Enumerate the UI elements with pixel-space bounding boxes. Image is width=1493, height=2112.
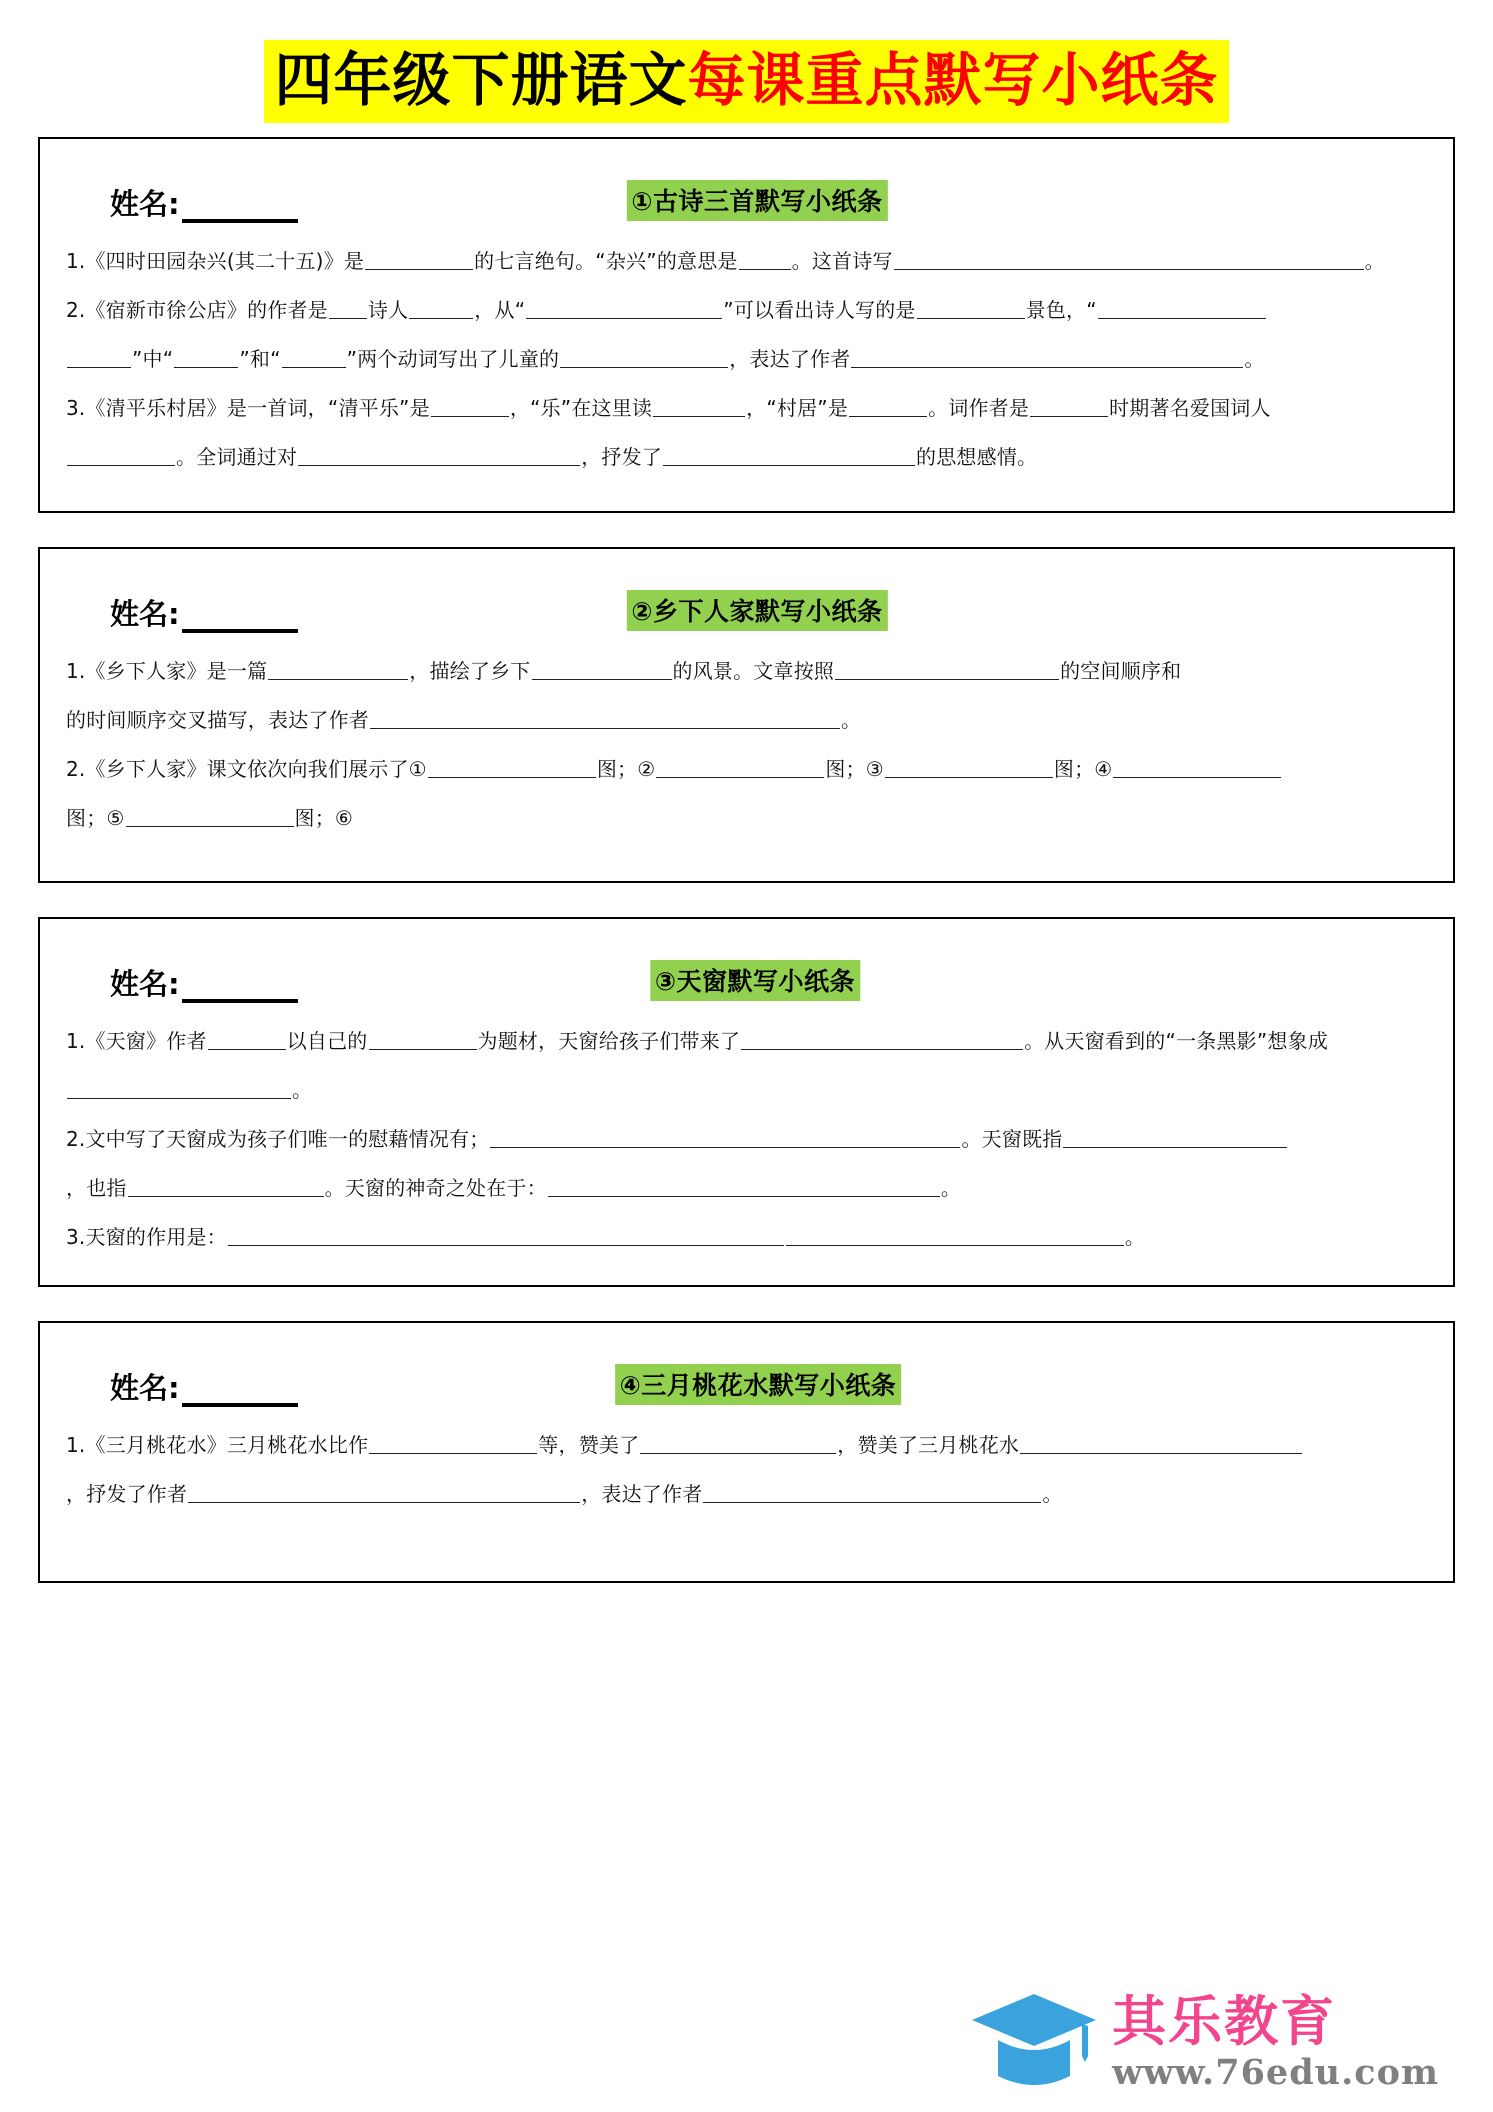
- answer-blank[interactable]: [174, 350, 238, 368]
- question-item-cont: [66, 794, 1427, 843]
- question-text: 《宿新市徐公店》的作者是: [85, 297, 328, 322]
- question-number: 3.: [66, 1224, 86, 1249]
- answer-blank[interactable]: [1063, 1130, 1287, 1148]
- question-text: ，赞美了三月桃花水: [837, 1432, 1020, 1457]
- answer-blank[interactable]: [208, 1032, 286, 1050]
- answer-blank[interactable]: [431, 399, 509, 417]
- question-text: ，“乐”在这里读: [509, 395, 653, 420]
- answer-blank[interactable]: [1030, 399, 1108, 417]
- section-card-4: [38, 1321, 1455, 1583]
- question-text: ”可以看出诗人写的是: [723, 297, 916, 322]
- question-text: 以自己的: [286, 1028, 368, 1053]
- answer-blank[interactable]: [126, 809, 294, 827]
- answer-blank[interactable]: [369, 1436, 537, 1454]
- name-label-3: 姓名:: [110, 966, 180, 1001]
- question-text: 。: [1244, 346, 1265, 371]
- question-text: 。这首诗写: [791, 248, 893, 273]
- question-text: 。: [841, 707, 862, 732]
- answer-blank[interactable]: [67, 350, 131, 368]
- answer-blank[interactable]: [282, 350, 346, 368]
- question-text: ，抒发了: [581, 444, 663, 469]
- question-item-cont: [66, 1066, 1427, 1115]
- question-item: [66, 237, 1427, 286]
- question-text: 景色，“: [1025, 297, 1097, 322]
- question-text: 。全词通过对: [176, 444, 298, 469]
- answer-blank[interactable]: [835, 662, 1059, 680]
- answer-blank[interactable]: [703, 1485, 1041, 1503]
- logo-text-block: [1112, 1989, 1439, 2093]
- answer-blank[interactable]: [490, 1130, 960, 1148]
- question-text: 的风景。文章按照: [672, 658, 835, 683]
- section-card-3: [38, 917, 1455, 1287]
- question-text: 。: [1042, 1481, 1063, 1506]
- answer-blank[interactable]: [409, 301, 473, 319]
- question-number: 1.: [66, 248, 86, 273]
- card-header-2: [66, 571, 1427, 633]
- name-field-4: [110, 1366, 298, 1407]
- question-number: 3.: [66, 395, 86, 420]
- name-label-1: 姓名:: [110, 186, 180, 221]
- section-heading-4: ④三月桃花水默写小纸条: [615, 1364, 902, 1405]
- name-field-3: [110, 962, 298, 1003]
- question-item-cont: [66, 1164, 1427, 1213]
- section-heading-2: ②乡下人家默写小纸条: [626, 590, 887, 631]
- name-input-blank-2[interactable]: [182, 607, 298, 633]
- question-text: 。天窗既指: [961, 1126, 1063, 1151]
- answer-blank[interactable]: [663, 448, 915, 466]
- question-item: [66, 1017, 1427, 1066]
- question-text: ”和“: [239, 346, 281, 371]
- site-logo: [970, 1990, 1439, 2094]
- question-text: ，抒发了作者: [66, 1481, 188, 1506]
- answer-blank[interactable]: [1113, 760, 1281, 778]
- name-input-blank-1[interactable]: [182, 197, 298, 223]
- question-list-2: [66, 647, 1427, 843]
- answer-blank[interactable]: [741, 1032, 1023, 1050]
- question-text: 的时间顺序交叉描写，表达了作者: [66, 707, 369, 732]
- question-text: 等，赞美了: [538, 1432, 640, 1457]
- question-list-3: [66, 1017, 1427, 1262]
- question-number: 1.: [66, 1028, 86, 1053]
- name-input-blank-4[interactable]: [182, 1381, 298, 1407]
- question-item-cont: [66, 335, 1427, 384]
- question-text: ，表达了作者: [729, 346, 851, 371]
- card-header-3: [66, 941, 1427, 1003]
- question-number: 2.: [66, 756, 86, 781]
- question-number: 2.: [66, 1126, 86, 1151]
- question-list-4: [66, 1421, 1427, 1519]
- question-item-cont: [66, 696, 1427, 745]
- question-text: ”中“: [132, 346, 174, 371]
- answer-blank[interactable]: [653, 399, 745, 417]
- question-text: “杂兴”的意思是: [595, 248, 738, 273]
- question-text: 《乡下人家》是一篇: [85, 658, 268, 683]
- name-field-2: [110, 592, 298, 633]
- logo-brand-name: 其乐教育: [1112, 1989, 1337, 2053]
- answer-blank[interactable]: [656, 760, 824, 778]
- answer-blank[interactable]: [885, 760, 1053, 778]
- section-card-1: [38, 137, 1455, 513]
- question-item: [66, 384, 1427, 433]
- question-number: 1.: [66, 1432, 86, 1457]
- name-label-2: 姓名:: [110, 596, 180, 631]
- section-card-2: [38, 547, 1455, 883]
- question-number: 2.: [66, 297, 86, 322]
- answer-blank[interactable]: [560, 350, 728, 368]
- answer-blank[interactable]: [67, 1081, 291, 1099]
- logo-url: www.76edu.com: [1112, 2051, 1439, 2093]
- question-text: 图；⑤: [66, 805, 125, 830]
- question-text: 图；⑥: [294, 805, 354, 830]
- card-header-4: [66, 1345, 1427, 1407]
- answer-blank[interactable]: [268, 662, 408, 680]
- question-text: 。从天窗看到的“一条黑影”想象成: [1024, 1028, 1329, 1053]
- question-item-cont: [66, 1470, 1427, 1519]
- answer-blank[interactable]: [67, 448, 175, 466]
- question-number: 1.: [66, 658, 86, 683]
- question-text: ，表达了作者: [581, 1481, 703, 1506]
- question-text: 。: [1124, 1224, 1146, 1249]
- question-text: 。: [1364, 248, 1385, 273]
- page-title: [0, 0, 1493, 137]
- question-text: 诗人: [367, 297, 409, 322]
- answer-blank[interactable]: [739, 252, 791, 270]
- question-text: 图；③: [825, 756, 884, 781]
- answer-blank[interactable]: [188, 1485, 580, 1503]
- answer-blank[interactable]: [298, 448, 580, 466]
- question-text: 为题材，天窗给孩子们带来了: [477, 1028, 741, 1053]
- question-item-cont: [66, 433, 1427, 482]
- answer-blank[interactable]: [640, 1436, 836, 1454]
- question-text: 图；②: [596, 756, 656, 781]
- answer-blank[interactable]: [329, 301, 367, 319]
- question-text: 《清平乐村居》是一首词，“清平乐”是: [85, 395, 430, 420]
- question-text: 《乡下人家》课文依次向我们展示了①: [85, 756, 427, 781]
- question-text: 的空间顺序和: [1060, 658, 1182, 683]
- title-red-part: 每课重点默写小纸条: [687, 46, 1219, 114]
- question-item: [66, 1115, 1427, 1164]
- question-text: 的七言绝句。: [474, 248, 596, 273]
- title-highlight: [264, 40, 1228, 123]
- question-text: 。: [292, 1077, 313, 1102]
- graduation-cap-icon: [970, 1990, 1098, 2094]
- question-text: ，描绘了乡下: [409, 658, 531, 683]
- question-text: ，也指: [66, 1175, 127, 1200]
- answer-blank[interactable]: [228, 1228, 784, 1246]
- question-text: 《天窗》作者: [85, 1028, 207, 1053]
- name-input-blank-3[interactable]: [182, 977, 298, 1003]
- question-item: [66, 1213, 1427, 1262]
- question-text: 时期著名爱国词人: [1109, 395, 1271, 420]
- question-item: [66, 647, 1427, 696]
- section-heading-3: ③天窗默写小纸条: [650, 960, 860, 1001]
- name-field-1: [110, 182, 298, 223]
- question-text: 文中写了天窗成为孩子们唯一的慰藉情况有；: [85, 1126, 490, 1151]
- question-item: [66, 286, 1427, 335]
- answer-blank[interactable]: [1020, 1436, 1302, 1454]
- answer-blank[interactable]: [428, 760, 596, 778]
- answer-blank[interactable]: [370, 711, 840, 729]
- question-text: ，“村居”是: [746, 395, 849, 420]
- section-heading-1: ①古诗三首默写小纸条: [626, 180, 887, 221]
- question-text: 的思想感情。: [916, 444, 1038, 469]
- answer-blank[interactable]: [786, 1228, 1124, 1246]
- card-header-1: [66, 161, 1427, 223]
- answer-blank[interactable]: [369, 1032, 477, 1050]
- title-black-part: 四年级下册语文: [274, 46, 688, 114]
- answer-blank[interactable]: [128, 1179, 324, 1197]
- answer-blank[interactable]: [894, 252, 1364, 270]
- question-item: [66, 745, 1427, 794]
- question-text: ，从“: [474, 297, 526, 322]
- answer-blank[interactable]: [365, 252, 473, 270]
- answer-blank[interactable]: [548, 1179, 940, 1197]
- question-text: 。词作者是: [928, 395, 1030, 420]
- answer-blank[interactable]: [1098, 301, 1266, 319]
- question-text: 《四时田园杂兴(其二十五)》是: [85, 248, 365, 273]
- answer-blank[interactable]: [532, 662, 672, 680]
- question-text: 《三月桃花水》三月桃花水比作: [85, 1432, 369, 1457]
- answer-blank[interactable]: [851, 350, 1243, 368]
- name-label-4: 姓名:: [110, 1370, 180, 1405]
- question-item: [66, 1421, 1427, 1470]
- question-text: 天窗的作用是：: [85, 1224, 227, 1249]
- question-text: ”两个动词写出了儿童的: [346, 346, 560, 371]
- answer-blank[interactable]: [526, 301, 722, 319]
- answer-blank[interactable]: [849, 399, 927, 417]
- answer-blank[interactable]: [917, 301, 1025, 319]
- question-list-1: [66, 237, 1427, 482]
- question-text: 图；④: [1053, 756, 1113, 781]
- question-text: 。天窗的神奇之处在于：: [324, 1175, 547, 1200]
- question-text: 。: [940, 1175, 962, 1200]
